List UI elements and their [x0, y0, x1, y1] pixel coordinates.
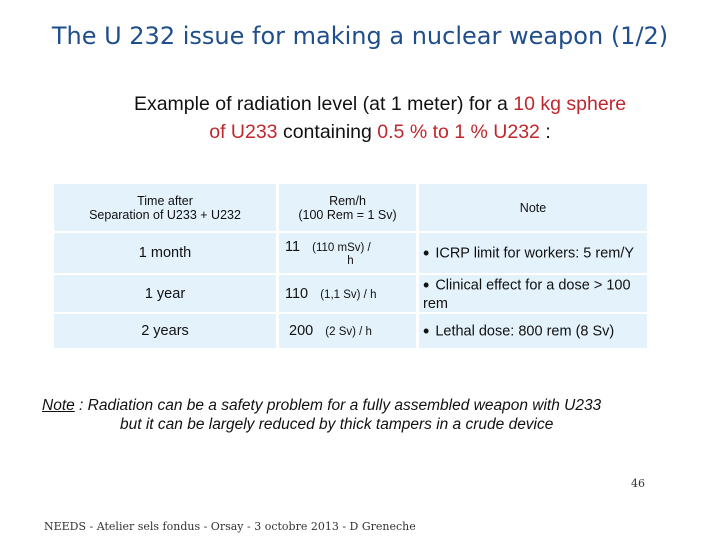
rem-main: 110: [285, 285, 309, 302]
table-row: [54, 275, 647, 314]
rem-sub: (1,1 Sv) / h: [320, 288, 377, 301]
rem-sub: (110 mSv) /: [312, 242, 371, 254]
page-title: The U 232 issue for making a nuclear weapon (1/2): [51, 22, 669, 50]
subtitle-part4: containing: [277, 121, 378, 143]
row-note: [419, 314, 647, 348]
header-note: Note: [419, 184, 647, 233]
subtitle-isotope: of U233: [209, 121, 278, 143]
note-text: ICRP limit for workers: 5 rem/Y: [435, 244, 635, 261]
subtitle-part1: Example of radiation level (at 1 meter) for a: [133, 93, 514, 115]
row-time: 1 month: [54, 233, 279, 275]
header-rem-line1: Rem/h: [329, 193, 366, 208]
row-time: 1 year: [54, 275, 279, 314]
note-label: Note: [42, 397, 75, 414]
subtitle-part6: :: [539, 121, 551, 143]
radiation-table: [54, 184, 647, 348]
footer: NEEDS - Atelier sels fondus - Orsay - 3 octobre 2013 - D Greneche: [44, 520, 416, 533]
header-rem-line2: (100 Rem = 1 Sv): [298, 207, 397, 222]
subtitle-mass: 10 kg sphere: [513, 93, 627, 115]
table-row: [54, 314, 647, 348]
row-note: [419, 275, 647, 314]
rem-sub: (2 Sv) / h: [325, 326, 372, 338]
header-time-line2: Separation of U233 + U232: [89, 207, 241, 222]
row-rem: [279, 275, 419, 314]
note-line2: but it can be largely reduced by thick tampers in a crude device: [120, 416, 554, 433]
subtitle: [60, 90, 700, 146]
subtitle-range: 0.5 % to 1 % U232: [377, 121, 540, 143]
row-rem: [279, 233, 419, 275]
header-time-line1: Time after: [137, 193, 193, 208]
rem-sub2: h: [347, 255, 354, 267]
page-number: 46: [631, 477, 645, 490]
row-note: [419, 233, 647, 275]
note-text: Clinical effect for a dose > 100 rem: [423, 277, 631, 312]
bullet-icon: •: [423, 275, 430, 295]
row-rem: [279, 314, 419, 348]
note-block: [42, 396, 702, 434]
bullet-icon: •: [423, 320, 430, 341]
row-time: 2 years: [54, 314, 279, 348]
header-time: [54, 184, 279, 233]
table-row: [54, 233, 647, 275]
table-header-row: [54, 184, 647, 233]
note-line1: : Radiation can be a safety problem for a fully assembled weapon with U233: [74, 397, 602, 414]
note-text: Lethal dose: 800 rem (8 Sv): [435, 322, 615, 339]
rem-main: 11: [285, 239, 301, 255]
rem-main: 200: [289, 323, 314, 339]
header-rem: [279, 184, 419, 233]
bullet-icon: •: [423, 242, 430, 263]
